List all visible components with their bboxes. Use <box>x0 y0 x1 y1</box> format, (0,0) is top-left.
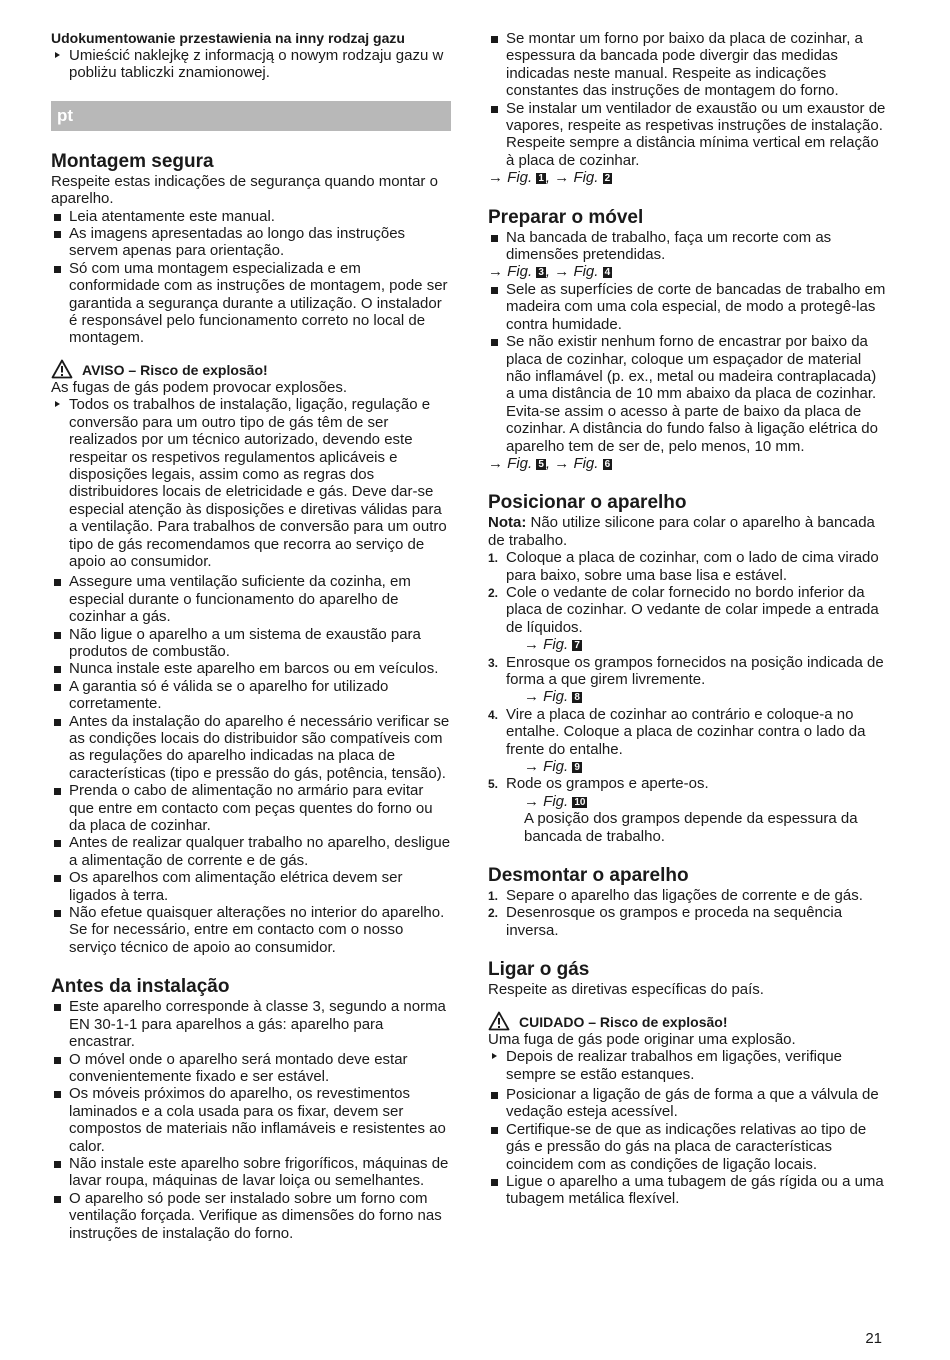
list-item: Não instale este aparelho sobre frigoríficos, máquinas de lavar roupa, máquinas de lavar loiça ou semelhantes. <box>51 1155 451 1190</box>
safe-install-list <box>51 208 451 347</box>
arrow-icon: → <box>524 636 539 654</box>
gas-doc-title: Udokumentowanie przestawienia na inny rodzaj gazu <box>51 30 405 46</box>
figure-reference: → Fig. 9 <box>524 758 580 776</box>
step-item: 5. Rode os grampos e aperte-os. → Fig. 10 A posição dos grampos depende da espessura da bancada de trabalho. <box>488 775 888 845</box>
fig-number: 1 <box>538 173 544 185</box>
gas-doc-list <box>51 47 451 82</box>
position-note <box>488 514 888 549</box>
list-item: Posicionar a ligação de gás de forma a que a válvula de vedação esteja acessível. <box>488 1086 888 1121</box>
list-item: O aparelho só pode ser instalado sobre um forno com ventilação forçada. Verifique as dimensões do forno nas instruções de instalação do forno. <box>51 1190 451 1242</box>
left-column <box>51 30 451 1242</box>
list-item: Certifique-se de que as indicações relativas ao tipo de gás e pressão do gás na placa de características coincidem com as condições de ligação locais. <box>488 1121 888 1173</box>
step-item: 1. Separe o aparelho das ligações de corrente e de gás. <box>488 887 863 905</box>
arrow-icon: → <box>554 263 570 281</box>
gas-list <box>488 1086 888 1208</box>
fig-number: 2 <box>604 173 611 185</box>
list-item: Se não existir nenhum forno de encastrar por baixo da placa de cozinhar, coloque um espaçador de material não inflamável (p. ex., metal ou madeira contraplacada) a uma distância de 10 mm abaixo da placa de cozinhar. Evita-se assim o acesso à parte de baixo da placa de cozinhar. A distância do fundo falso à ligação elétrica do aparelho tem de ser de, pelo menos, 10 mm. <box>488 333 888 455</box>
caution-action-list <box>488 1048 888 1083</box>
arrow-icon: → <box>488 454 503 472</box>
arrow-icon: → <box>524 758 539 776</box>
figure-reference: → Fig. 1 , → Fig. 2 <box>488 169 611 187</box>
step-item: 4. Vire a placa de cozinhar ao contrário e coloque-a no entalhe. Coloque a placa de cozinhar contra o lado da frente do entalhe. → Fig. 9 <box>488 706 888 776</box>
list-item: Sele as superfícies de corte de bancadas de trabalho em madeira com uma cola especial, de modo a protegê-las contra humidade. <box>488 281 888 333</box>
warning-list <box>51 573 451 956</box>
right-column <box>488 30 888 1208</box>
figure-reference: → Fig. 8 <box>524 688 580 706</box>
caution-title: CUIDADO – Risco de explosão! <box>519 1013 728 1030</box>
list-item: A garantia só é válida se o aparelho for utilizado corretamente. <box>51 678 451 713</box>
list-item: Nunca instale este aparelho em barcos ou em veículos. <box>51 660 451 677</box>
page-number: 21 <box>865 1330 882 1347</box>
fig-number: 10 <box>574 796 586 808</box>
gas-doc-item: Umieścić naklejkę z informacją o nowym rodzaju gazu w pobliżu tabliczki znamionowej. <box>51 47 451 82</box>
prepare-list-1 <box>488 229 888 264</box>
list-item: As imagens apresentadas ao longo das instruções servem apenas para orientação. <box>51 225 451 260</box>
list-item: Não ligue o aparelho a um sistema de exaustão para produtos de combustão. <box>51 626 451 661</box>
caution-action: Depois de realizar trabalhos em ligações, verifique sempre se estão estanques. <box>488 1048 888 1083</box>
list-item: Os aparelhos com alimentação elétrica devem ser ligados à terra. <box>51 869 451 904</box>
list-item: Se instalar um ventilador de exaustão ou um exaustor de vapores, respeite as respetivas instruções de instalação. Respeite sempre a distância mínima vertical em relação à placa de cozinhar. <box>488 100 888 170</box>
figure-reference: → Fig. 5 , → Fig. 6 <box>488 454 611 472</box>
list-item: O móvel onde o aparelho será montado deve estar convenientemente fixado e ser estável. <box>51 1051 451 1086</box>
fig-number: 5 <box>538 458 544 470</box>
fig-number: 4 <box>604 267 611 279</box>
warning-intro: As fugas de gás podem provocar explosões. <box>51 378 348 396</box>
remove-heading: Desmontar o aparelho <box>488 865 689 887</box>
note-text: Não utilize silicone para colar o aparelho à bancada de trabalho. <box>488 514 875 549</box>
warning-title: AVISO – Risco de explosão! <box>82 361 268 378</box>
fig-number: 9 <box>574 762 580 774</box>
list-item: Só com uma montagem especializada e em conformidade com as instruções de montagem, pode ser garantida a segurança durante a utilização. O instalador é responsável pelo funcionamento correto no local de montagem. <box>51 260 451 347</box>
language-bar: pt <box>51 101 451 131</box>
gas-heading: Ligar o gás <box>488 959 590 981</box>
list-item: Prenda o cabo de alimentação no armário para evitar que entre em contacto com peças quentes do forno ou da placa de cozinhar. <box>51 782 451 834</box>
caution-triangle-icon <box>488 1011 510 1031</box>
list-item: Leia atentamente este manual. <box>51 208 451 225</box>
safe-install-heading: Montagem segura <box>51 150 214 172</box>
step-item: 2. Desenrosque os grampos e proceda na sequência inversa. <box>488 904 843 939</box>
list-item: Assegure uma ventilação suficiente da cozinha, em especial durante o funcionamento do aparelho de cozinhar a gás. <box>51 573 451 625</box>
gas-intro: Respeite as diretivas específicas do país. <box>488 981 764 999</box>
warning-header <box>51 359 451 379</box>
warning-triangle-icon <box>51 359 73 379</box>
list-item: Não efetue quaisquer alterações no interior do aparelho. Se for necessário, entre em contacto com o nosso serviço técnico de apoio ao consumidor. <box>51 904 451 956</box>
caution-intro: Uma fuga de gás pode originar uma explosão. <box>488 1030 796 1048</box>
before-install-heading: Antes da instalação <box>51 976 230 998</box>
list-item: Este aparelho corresponde à classe 3, segundo a norma EN 30-1-1 para aparelhos a gás: aparelho para encastrar. <box>51 998 451 1050</box>
arrow-icon: → <box>488 263 503 281</box>
list-item: Se montar um forno por baixo da placa de cozinhar, a espessura da bancada pode divergir das medidas indicadas neste manual. Respeite as indicações constantes das instruções de montagem do forno. <box>488 30 888 100</box>
figure-reference: → Fig. 10 <box>524 792 586 810</box>
arrow-icon: → <box>554 454 570 472</box>
position-heading: Posicionar o aparelho <box>488 492 687 514</box>
safe-install-intro: Respeite estas indicações de segurança quando montar o aparelho. <box>51 172 438 208</box>
arrow-icon: → <box>524 688 539 706</box>
note-label: Nota: <box>488 514 527 532</box>
position-steps <box>488 549 888 845</box>
warning-action-list <box>51 396 451 570</box>
figure-reference: → Fig. 7 <box>524 636 580 654</box>
before-install-list <box>51 998 451 1242</box>
arrow-icon: → <box>524 792 539 810</box>
arrow-icon: → <box>488 169 503 187</box>
list-item: Na bancada de trabalho, faça um recorte com as dimensões pretendidas. <box>488 229 888 264</box>
fig-number: 6 <box>604 458 611 470</box>
fig-number: 7 <box>574 640 580 652</box>
remove-steps <box>488 887 888 939</box>
continued-list <box>488 30 888 169</box>
step-after-text: A posição dos grampos depende da espessura da bancada de trabalho. <box>524 810 858 845</box>
step-item: 1. Coloque a placa de cozinhar, com o lado de cima virado para baixo, sobre uma base lisa e estável. <box>488 549 879 584</box>
warning-action: Todos os trabalhos de instalação, ligação, regulação e conversão para um outro tipo de gás têm de ser realizados por um técnico autorizado, devendo este respeitar os respetivos regulamentos aplicáveis e disposições legais, assim como as regras dos distribuidores locais de eletricidade e gás. Deve dar-se especial atenção às disposições e diretivas válidas para a ventilação. Para trabalhos de conversão para um outro tipo de gás recomendamos que recorra ao serviço de apoio ao consumidor. <box>51 396 451 570</box>
figure-reference: → Fig. 3 , → Fig. 4 <box>488 263 611 281</box>
prepare-heading: Preparar o móvel <box>488 206 644 228</box>
fig-number: 8 <box>574 692 580 704</box>
list-item: Os móveis próximos do aparelho, os revestimentos laminados e a cola usada para os fixar, devem ser compostos de materiais não inflamáveis e resistentes ao calor. <box>51 1085 451 1155</box>
step-item: 2. Cole o vedante de colar fornecido no bordo inferior da placa de cozinhar. O vedante de colar impede a entrada de líquidos. → Fig. 7 <box>488 584 888 654</box>
caution-header <box>488 1011 888 1031</box>
fig-number: 3 <box>538 267 544 279</box>
list-item: Ligue o aparelho a uma tubagem de gás rígida ou a uma tubagem metálica flexível. <box>488 1173 888 1208</box>
prepare-list-2 <box>488 281 888 455</box>
list-item: Antes de realizar qualquer trabalho no aparelho, desligue a alimentação de corrente e de gás. <box>51 834 451 869</box>
arrow-icon: → <box>554 169 570 187</box>
list-item: Antes da instalação do aparelho é necessário verificar se as condições locais do distribuidor são compatíveis com as regulações do aparelho indicadas na placa de características (tipo e pressão do gás, potência, tensão). <box>51 713 451 783</box>
step-item: 3. Enrosque os grampos fornecidos na posição indicada de forma a que girem livremente. → Fig. 8 <box>488 654 888 706</box>
